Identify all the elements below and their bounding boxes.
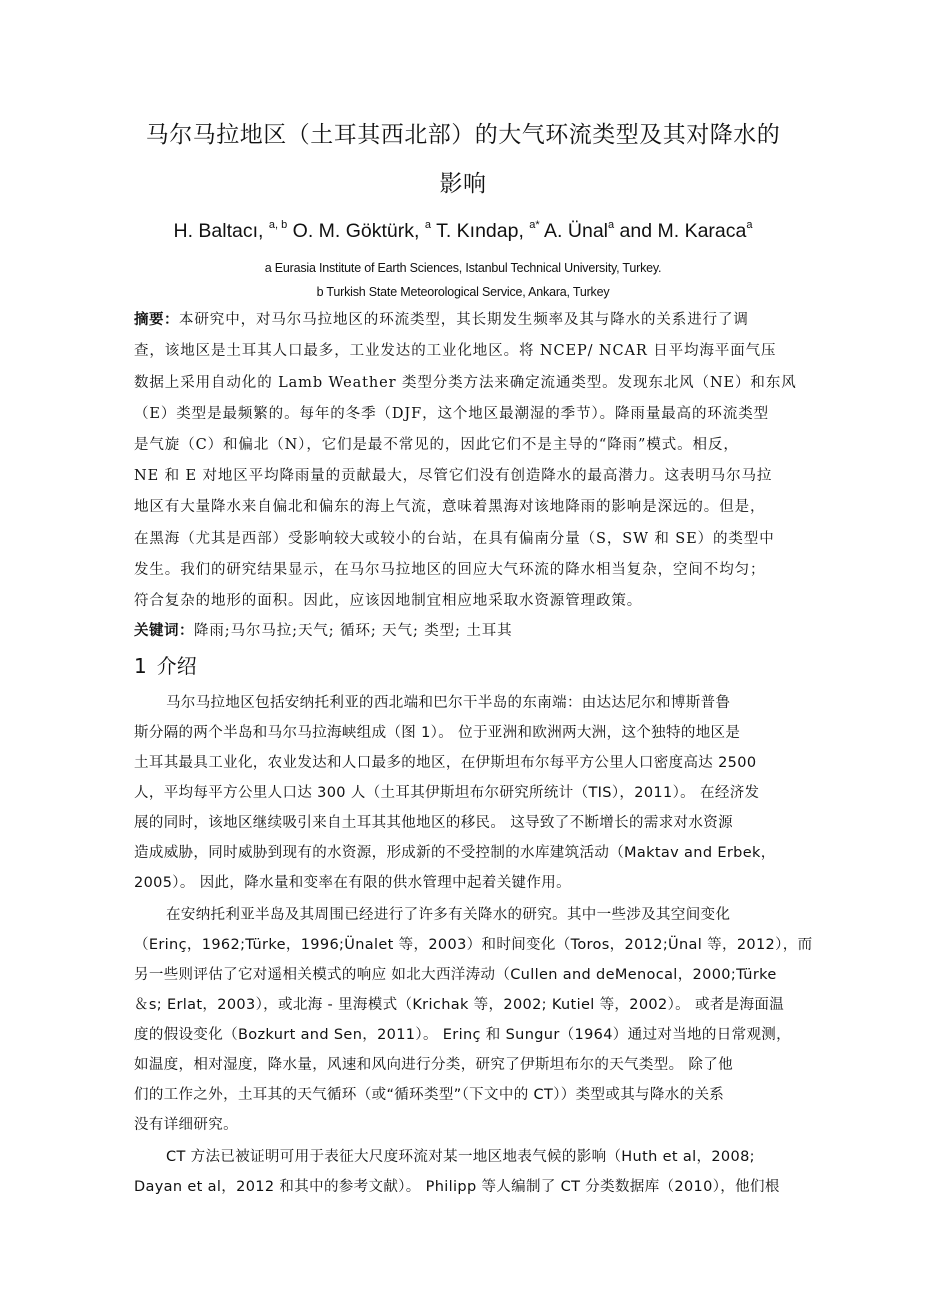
affiliation-a: a Eurasia Institute of Earth Sciences, Istanbul Technical University, Turkey. <box>264 261 662 275</box>
body-line: 造成威胁，同时威胁到现有的水资源，形成新的不受控制的水库建筑活动（Maktav and Erbek， <box>134 845 776 861</box>
abstract-line: （E）类型是最频繁的。每年的冬季（DJF，这个地区最潮湿的季节）。降雨量最高的环流类型 <box>134 406 770 422</box>
author-affiliation-mark: a <box>608 219 615 231</box>
abstract-line: 发生。我们的研究结果显示，在马尔马拉地区的回应大气环流的降水相当复杂，空间不均匀； <box>134 562 766 578</box>
body-line: （Erinç，1962;Türke，1996;Ünalet 等，2003）和时间变化（Toros，2012;Ünal 等，2012），而 <box>134 937 813 953</box>
abstract-line: 在黑海（尤其是西部）受影响较大或较小的台站，在具有偏南分量（S，SW 和 SE）的类型中 <box>134 531 775 547</box>
abstract-line: 地区有大量降水来自偏北和偏东的海上气流，意味着黑海对该地降雨的影响是深远的。但是， <box>134 499 766 515</box>
abstract-line <box>134 310 794 330</box>
keywords-label: 关键词： <box>134 623 194 639</box>
section-title: 介绍 <box>156 654 197 678</box>
body-line: 另一些则评估了它对遥相关模式的响应 如北大西洋涛动（Cullen and deMenocal，2000;Türke <box>134 967 777 983</box>
author-affiliation-mark: a <box>424 219 431 231</box>
paper-title-line-1: 马尔马拉地区（土耳其西北部）的大气环流类型及其对降水的 <box>145 122 781 148</box>
body-line: 没有详细研究。 <box>134 1117 238 1133</box>
body-line: 马尔马拉地区包括安纳托利亚的西北端和巴尔干半岛的东南端：由达达尼尔和博斯普鲁 <box>166 695 731 711</box>
body-line: 度的假设变化（Bozkurt and Sen，2011）。 Erinç 和 Sungur（1964）通过对当地的日常观测， <box>134 1027 792 1043</box>
author-name: T. Kındap, <box>436 220 524 242</box>
abstract-line: NE 和 E 对地区平均降雨量的贡献最大，尽管它们没有创造降水的最高潜力。这表明马尔马拉 <box>134 468 773 484</box>
paper-title-line-2: 影响 <box>439 171 487 197</box>
keywords-text: 降雨;马尔马拉;天气; 循环; 天气; 类型; 土耳其 <box>194 623 513 639</box>
keywords-line <box>134 621 794 641</box>
body-line: 在安纳托利亚半岛及其周围已经进行了许多有关降水的研究。其中一些涉及其空间变化 <box>166 907 731 923</box>
abstract-text: 本研究中，对马尔马拉地区的环流类型，其长期发生频率及其与降水的关系进行了调 <box>179 312 749 328</box>
body-line: CT 方法已被证明可用于表征大尺度环流对某一地区地表气候的影响（Huth et al，2008; <box>166 1149 755 1165</box>
body-line: Dayan et al，2012 和其中的参考文献）。 Philipp 等人编制了 CT 分类数据库（2010），他们根 <box>134 1179 780 1195</box>
author-name: and M. Karaca <box>619 220 747 242</box>
body-line: 如温度，相对湿度，降水量，风速和风向进行分类，研究了伊斯坦布尔的天气类型。 除了他 <box>134 1057 733 1073</box>
affiliation-b: b Turkish State Meteorological Service, Ankara, Turkey <box>316 285 610 299</box>
body-line: 展的同时，该地区继续吸引来自土耳其其他地区的移民。 这导致了不断增长的需求对水资源 <box>134 815 733 831</box>
body-line: ＆s; Erlat，2003），或北海 - 里海模式（Krichak 等，2002; Kutiel 等，2002）。 或者是海面温 <box>134 997 785 1013</box>
abstract-line: 查，该地区是土耳其人口最多，工业发达的工业化地区。将 NCEP/ NCAR 日平均海平面气压 <box>134 343 777 359</box>
body-line: 2005）。 因此，降水量和变率在有限的供水管理中起着关键作用。 <box>134 875 571 891</box>
author-name: A. Ünal <box>544 220 608 242</box>
abstract-line: 数据上采用自动化的 Lamb Weather 类型分类方法来确定流通类型。发现东北风（NE）和东风 <box>134 375 797 391</box>
abstract-line: 符合复杂的地形的面积。因此，应该因地制宜相应地采取水资源管理政策。 <box>134 593 643 609</box>
body-line: 人，平均每平方公里人口达 300 人（土耳其伊斯坦布尔研究所统计（TIS），2011）。 在经济发 <box>134 785 760 801</box>
body-line: 们的工作之外，土耳其的天气循环（或“循环类型”（下文中的 CT））类型或其与降水的关系 <box>134 1087 725 1103</box>
body-line: 土耳其最具工业化，农业发达和人口最多的地区，在伊斯坦布尔每平方公里人口密度高达 2500 <box>134 755 757 771</box>
abstract-line: 是气旋（C）和偏北（N），它们是最不常见的，因此它们不是主导的“降雨”模式。相反， <box>134 437 739 453</box>
author-affiliation-mark: a, b <box>268 219 288 231</box>
author-affiliation-mark: a* <box>529 219 540 231</box>
abstract-label: 摘要： <box>134 312 179 328</box>
section-heading <box>134 650 197 679</box>
author-affiliation-mark: a <box>746 219 753 231</box>
section-number: 1 <box>134 654 147 678</box>
author-name: H. Baltacı, <box>173 220 264 242</box>
author-name: O. M. Göktürk, <box>292 220 420 242</box>
author-list <box>120 220 806 243</box>
body-line: 斯分隔的两个半岛和马尔马拉海峡组成（图 1）。 位于亚洲和欧洲两大洲，这个独特的地区是 <box>134 725 741 741</box>
